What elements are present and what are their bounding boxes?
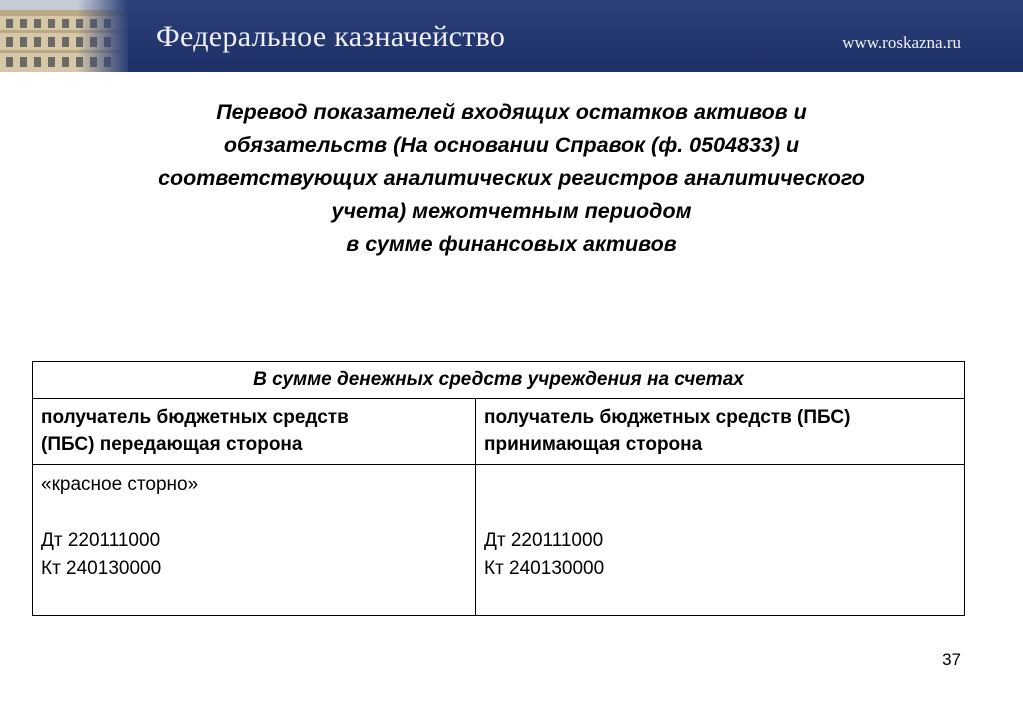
column-head-line: (ПБС) передающая сторона: [41, 434, 303, 455]
building-photo: [0, 0, 128, 72]
sender-entries: [33, 465, 476, 616]
table-header: В сумме денежных средств учреждения на счетах: [33, 362, 965, 399]
column-head-receiver: [476, 399, 965, 465]
storno-note: «красное сторно»: [41, 474, 199, 495]
debit-account: Дт 220111000: [41, 530, 161, 551]
title-line: учета) межотчетным периодом: [331, 199, 692, 223]
credit-account: Кт 240130000: [41, 558, 162, 579]
slide-title: [40, 96, 983, 261]
entries-table: [32, 361, 965, 616]
page-number: 37: [942, 650, 961, 669]
title-line: в сумме финансовых активов: [346, 232, 677, 256]
credit-account: Кт 240130000: [484, 558, 605, 579]
column-head-line: принимающая сторона: [484, 434, 703, 455]
title-line: Перевод показателей входящих остатков активов и: [216, 100, 807, 124]
receiver-entries: [476, 465, 965, 616]
column-head-line: получатель бюджетных средств (ПБС): [484, 407, 851, 428]
debit-account: Дт 220111000: [484, 530, 604, 551]
org-name: Федеральное казначейство: [156, 20, 506, 53]
column-head-sender: [33, 399, 476, 465]
header-banner: [0, 0, 1023, 72]
site-url: www.roskazna.ru: [842, 33, 961, 52]
column-head-line: получатель бюджетных средств: [41, 407, 349, 428]
title-line: соответствующих аналитических регистров аналитического: [158, 166, 865, 190]
title-line: обязательств (На основании Справок (ф. 0504833) и: [223, 133, 800, 157]
